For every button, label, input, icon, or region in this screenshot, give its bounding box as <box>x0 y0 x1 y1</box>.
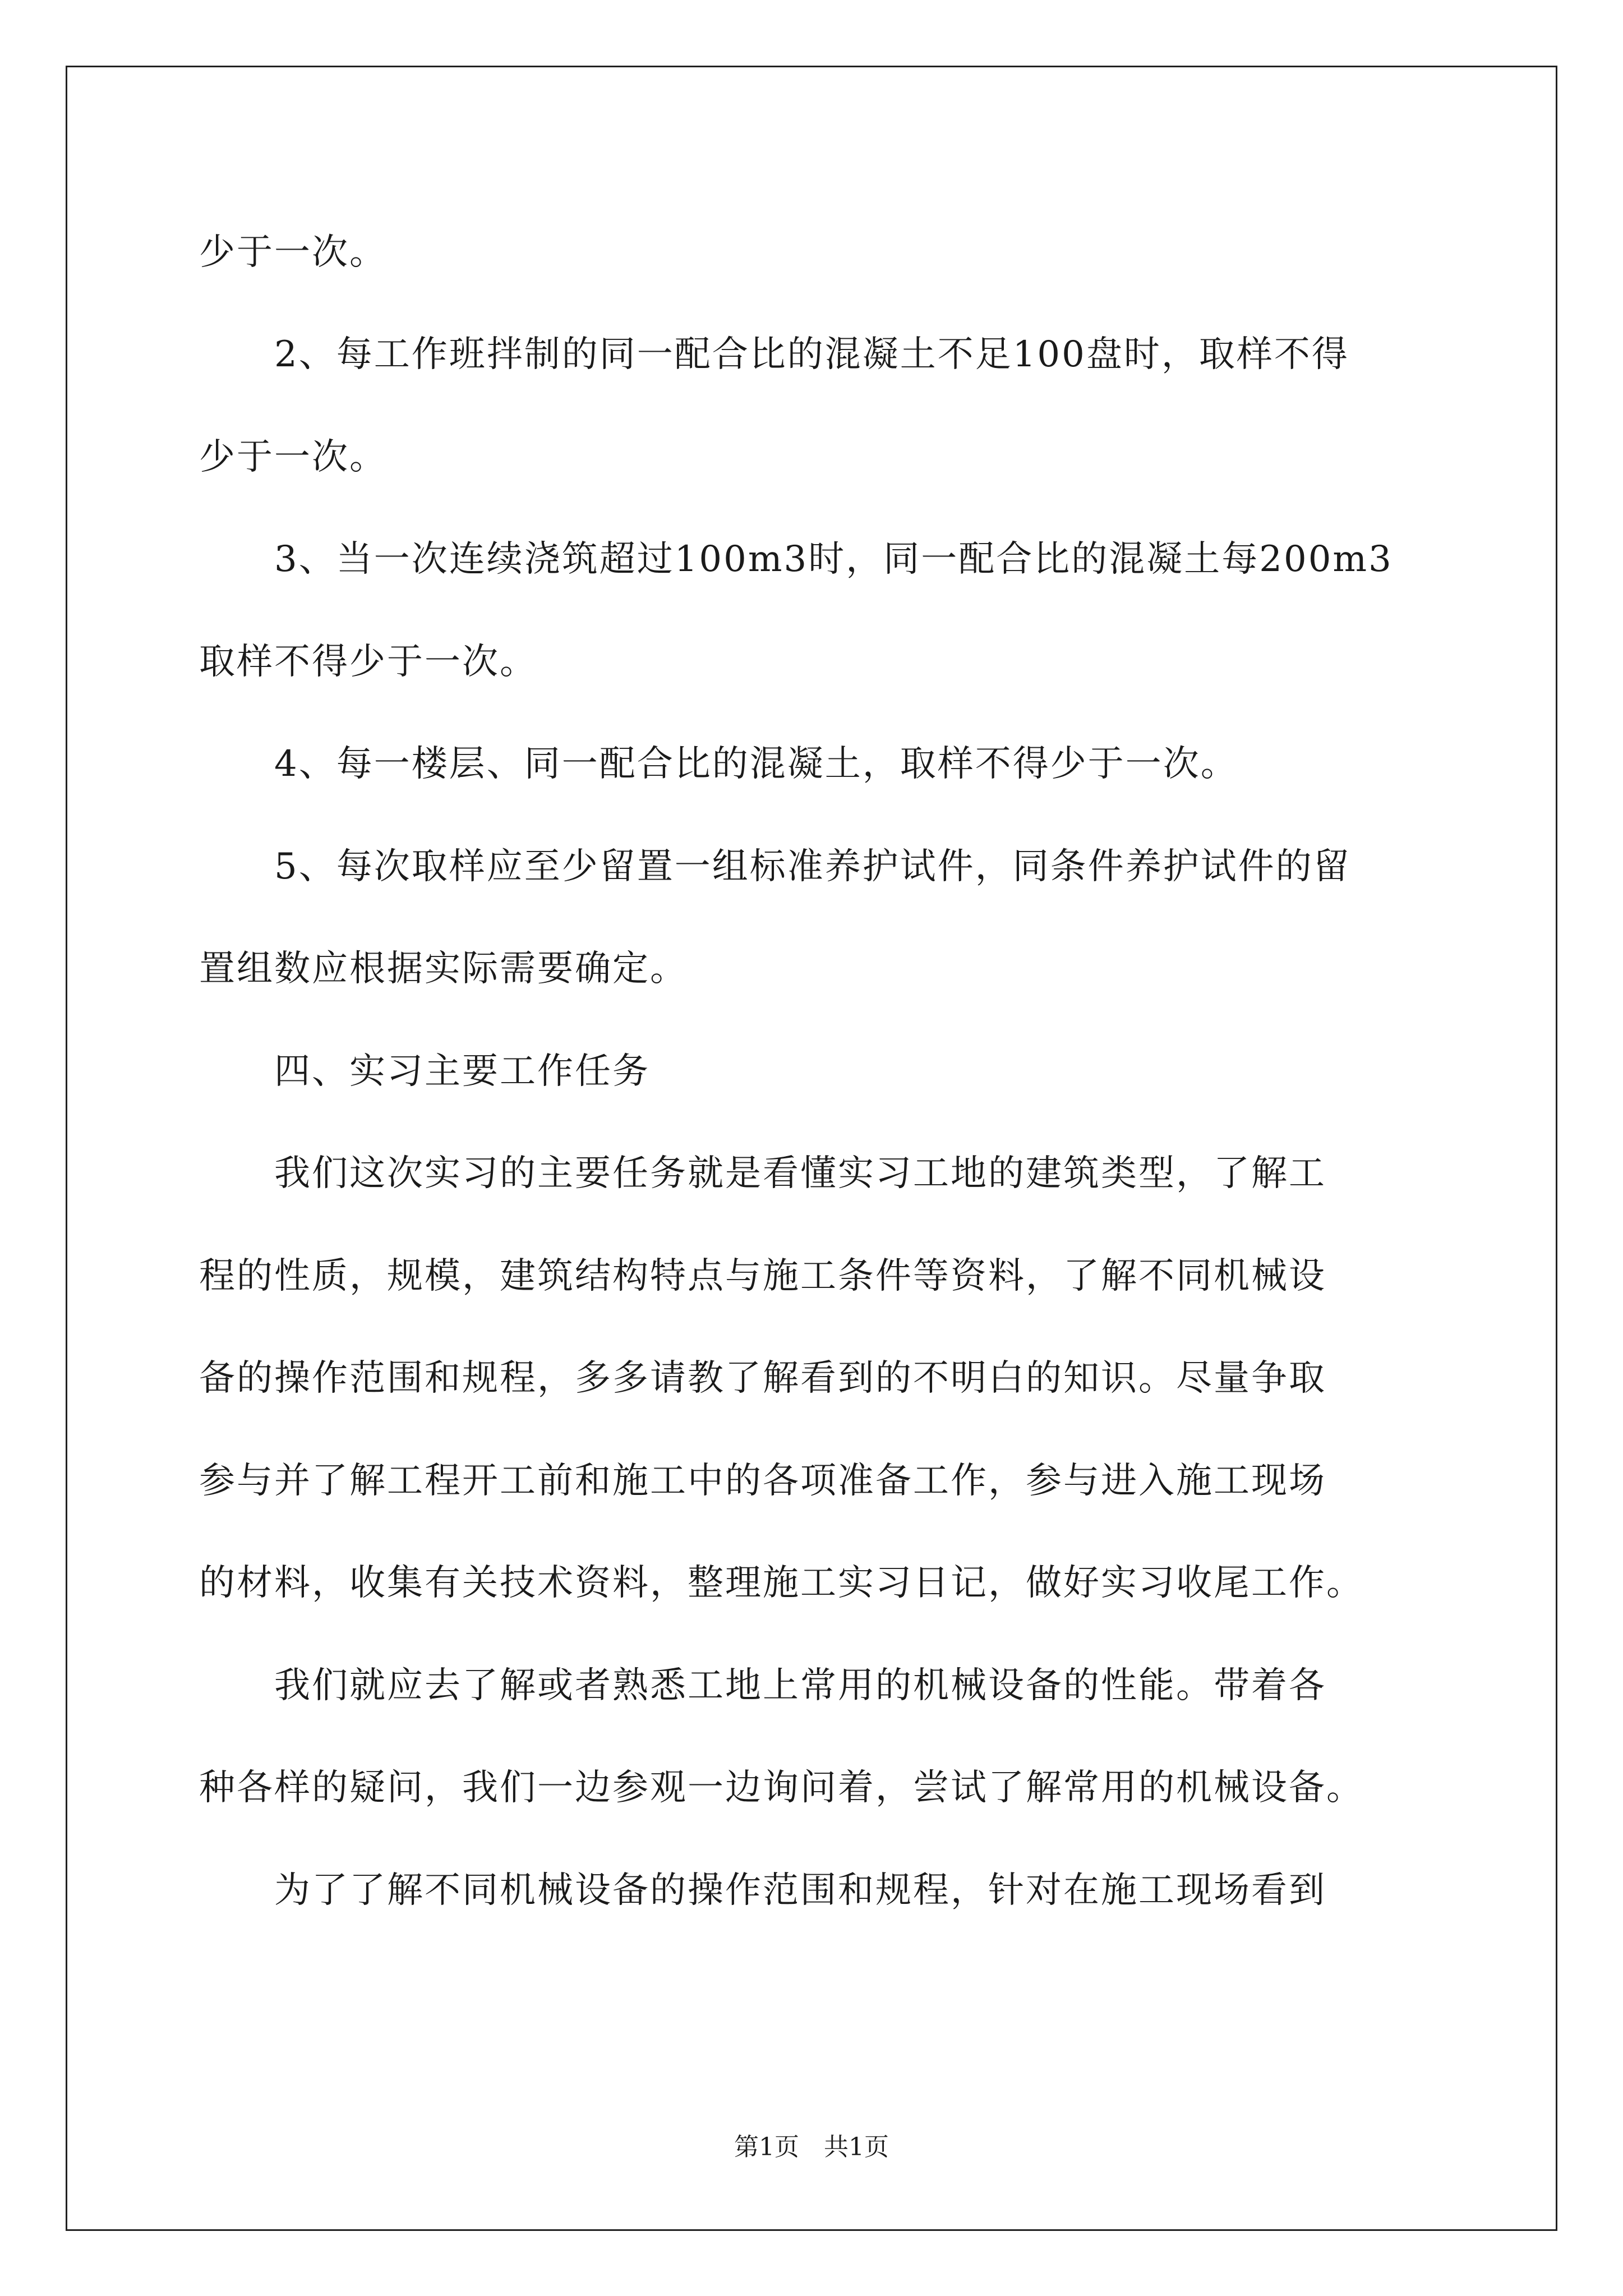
text-line: 置组数应根据实际需要确定。 <box>199 948 688 990</box>
text-line: 参与并了解工程开工前和施工中的各项准备工作，参与进入施工现场 <box>199 1460 1326 1502</box>
section-heading: 四、实习主要工作任务 <box>199 1051 650 1092</box>
text-line: 我们这次实习的主要任务就是看懂实习工地的建筑类型，了解工 <box>199 1153 1326 1194</box>
page-number-footer: 第1页 共1页 <box>734 2133 889 2161</box>
text-line: 少于一次。 <box>199 436 387 478</box>
text-line: 种各样的疑问，我们一边参观一边询问着，尝试了解常用的机械设备。 <box>199 1767 1364 1809</box>
text-line: 取样不得少于一次。 <box>199 641 537 683</box>
text-line: 4、每一楼层、同一配合比的混凝土，取样不得少于一次。 <box>199 743 1238 785</box>
text-line: 2、每工作班拌制的同一配合比的混凝土不足100盘时，取样不得 <box>199 334 1349 375</box>
text-line: 少于一次。 <box>199 232 387 273</box>
text-line: 的材料，收集有关技术资料，整理施工实习日记，做好实习收尾工作。 <box>199 1562 1364 1604</box>
text-line: 我们就应去了解或者熟悉工地上常用的机械设备的性能。带着各 <box>199 1665 1326 1706</box>
text-line: 程的性质，规模，建筑结构特点与施工条件等资料，了解不同机械设 <box>199 1255 1326 1297</box>
text-line: 备的操作范围和规程，多多请教了解看到的不明白的知识。尽量争取 <box>199 1358 1326 1399</box>
text-line: 为了了解不同机械设备的操作范围和规程，针对在施工现场看到 <box>199 1870 1326 1911</box>
text-line: 5、每次取样应至少留置一组标准养护试件，同条件养护试件的留 <box>199 846 1351 887</box>
text-line: 3、当一次连续浇筑超过100m3时，同一配合比的混凝土每200m3 <box>199 539 1393 580</box>
